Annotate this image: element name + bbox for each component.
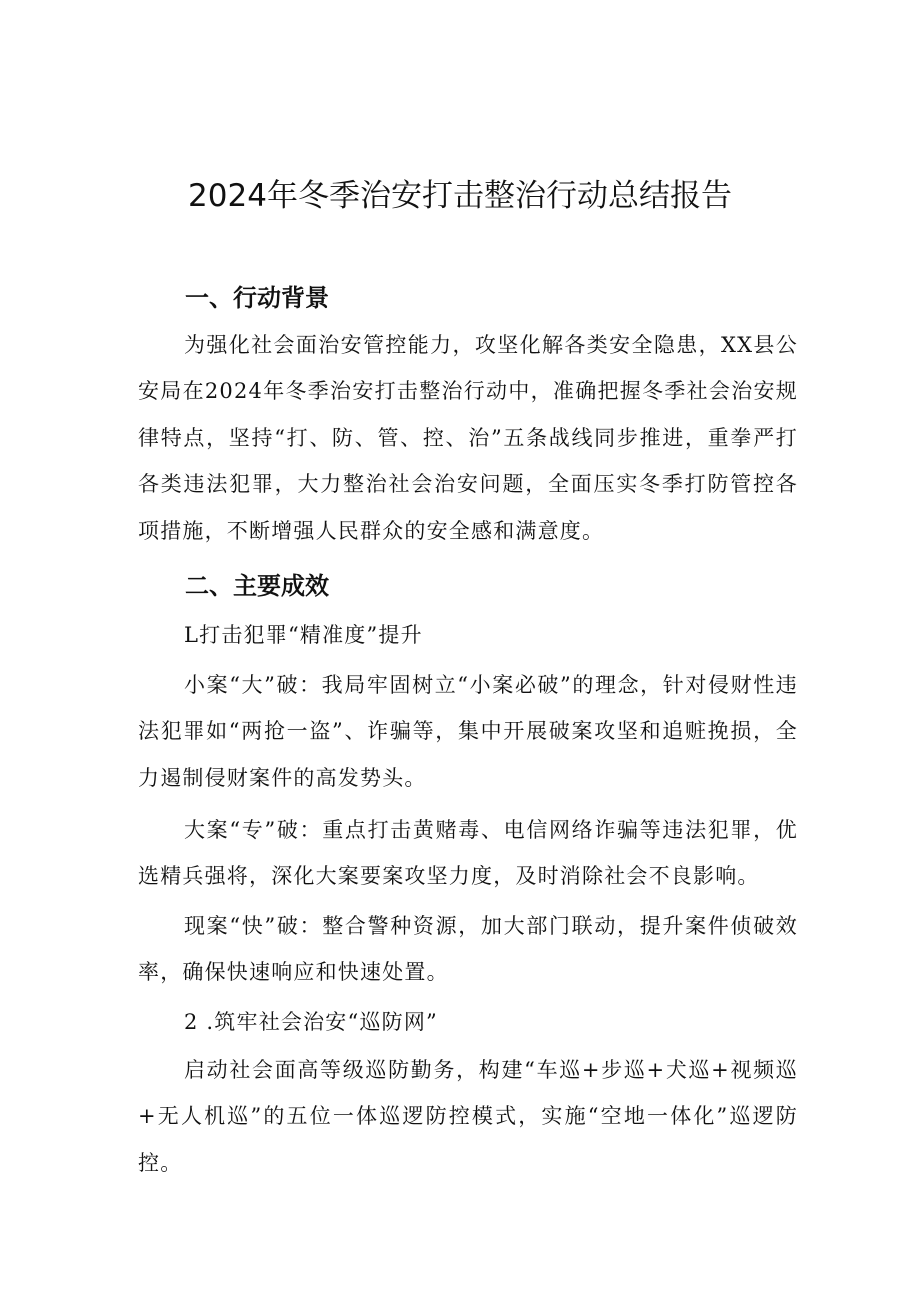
- subheading-crime-precision: L打击犯罪“精准度”提升: [184, 623, 423, 647]
- paragraph-background: 为强化社会面治安管控能力，攻坚化解各类安全隐患，XX县公安局在2024年冬季治安打击整治行动中，准确把握冬季社会治安规律特点，坚持“打、防、管、控、治”五条战线同步推进，重拳严打各类违法犯罪，大力整治社会治安问题，全面压实冬季打防管控各项措施，不断增强人民群众的安全感和满意度。: [138, 333, 798, 543]
- paragraph-current-cases: 现案“快”破：整合警种资源，加大部门联动，提升案件侦破效率，确保快速响应和快速处置。: [138, 914, 798, 985]
- paragraph-small-cases: 小案“大”破：我局牢固树立“小案必破”的理念，针对侵财性违法犯罪如“两抢一盗”、诈骗等，集中开展破案攻坚和追赃挽损，全力遏制侵财案件的高发势头。: [138, 673, 798, 790]
- section-heading-results: 二、主要成效: [185, 572, 329, 600]
- section-heading-background: 一、行动背景: [185, 284, 329, 312]
- paragraph-major-cases: 大案“专”破：重点打击黄赌毒、电信网络诈骗等违法犯罪，优选精兵强将，深化大案要案攻坚力度，及时消除社会不良影响。: [138, 818, 798, 889]
- paragraph-patrol: 启动社会面高等级巡防勤务，构建“车巡+步巡+犬巡+视频巡+无人机巡”的五位一体巡逻防控模式，实施“空地一体化”巡逻防控。: [138, 1058, 798, 1175]
- subheading-patrol-network: 2 .筑牢社会治安“巡防网”: [184, 1010, 438, 1034]
- document-title: 2024年冬季治安打击整治行动总结报告: [188, 178, 732, 214]
